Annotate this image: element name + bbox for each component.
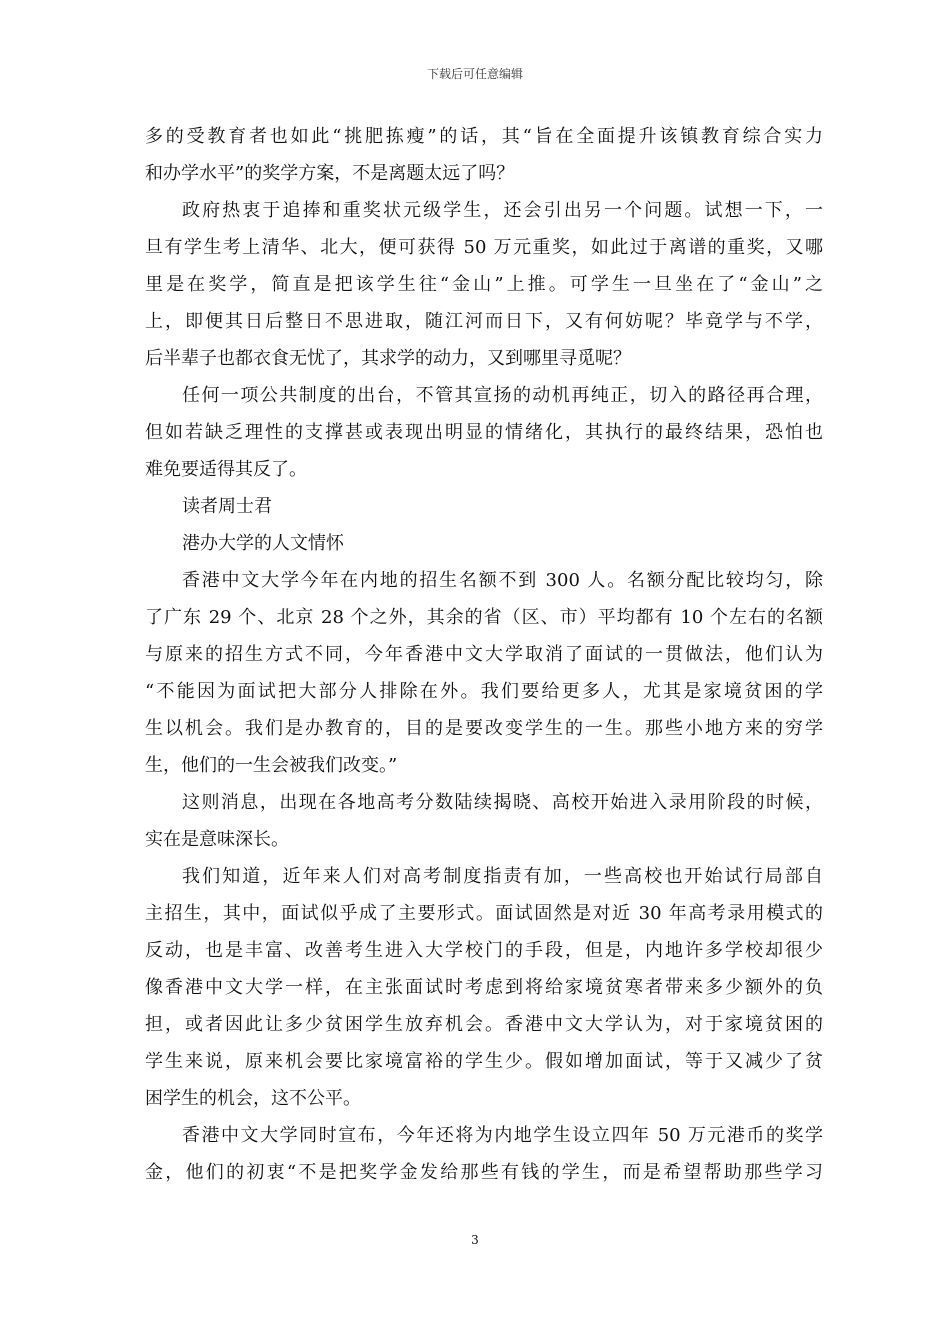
text-line: 香港中文大学同时宣布，今年还将为内地学生设立四年 50 万元港币的奖学	[182, 1125, 823, 1146]
text-line: 反动，也是丰富、改善考生进入大学校门的手段，但是，内地许多学校却很少	[145, 940, 823, 961]
text-line: “不能因为面试把大部分人排除在外。我们要给更多人，尤其是家境贫困的学	[145, 681, 823, 702]
text-line: 我们知道，近年来人们对高考制度指责有加，一些高校也开始试行局部自	[182, 866, 823, 887]
text-line: 这则消息，出现在各地高考分数陆续揭晓、高校开始进入录用阶段的时候，	[182, 792, 823, 813]
text-line: 生以机会。我们是办教育的，目的是要改变学生的一生。那些小地方来的穷学	[145, 718, 823, 739]
text-line: 里是在奖学，简直是把该学生往“金山”上推。可学生一旦坐在了“金山”之	[145, 274, 823, 295]
text-line: 后半辈子也都衣食无忧了，其求学的动力，又到哪里寻觅呢？	[145, 348, 631, 369]
text-line: 但如若缺乏理性的支撑甚或表现出明显的情绪化，其执行的最终结果，恐怕也	[145, 422, 823, 443]
text-line: 了广东 29 个、北京 28 个之外，其余的省（区、市）平均都有 10 个左右的名额	[145, 607, 823, 628]
document-body	[145, 118, 823, 1191]
text-line: 上，即便其日后整日不思进取，随江河而日下，又有何妨呢？毕竟学与不学，	[145, 311, 823, 332]
text-line: 像香港中文大学一样，在主张面试时考虑到将给家境贫寒者带来多少额外的负	[145, 977, 823, 998]
page-header: 下载后可任意编辑	[426, 67, 523, 81]
text-line: 难免要适得其反了。	[145, 459, 307, 480]
text-line: 港办大学的人文情怀	[182, 533, 344, 554]
text-line: 担，或者因此让多少贫困学生放弃机会。香港中文大学认为，对于家境贫困的	[145, 1014, 823, 1035]
text-line: 读者周士君	[182, 496, 272, 517]
text-line: 多的受教育者也如此“挑肥拣瘦”的话，其“旨在全面提升该镇教育综合实力	[145, 126, 823, 147]
text-line: 旦有学生考上清华、北大，便可获得 50 万元重奖，如此过于离谱的重奖，又哪	[145, 237, 823, 258]
text-line: 实在是意味深长。	[145, 829, 289, 850]
text-line: 生，他们的一生会被我们改变。”	[145, 755, 398, 776]
text-line: 困学生的机会，这不公平。	[145, 1088, 361, 1109]
text-line: 主招生，其中，面试似乎成了主要形式。面试固然是对近 30 年高考录用模式的	[145, 903, 823, 924]
text-line: 和办学水平”的奖学方案，不是离题太远了吗？	[145, 163, 515, 184]
text-line: 任何一项公共制度的出台，不管其宣扬的动机再纯正，切入的路径再合理，	[182, 385, 823, 406]
text-line: 金，他们的初衷“不是把奖学金发给那些有钱的学生，而是希望帮助那些学习	[145, 1162, 823, 1183]
text-line: 政府热衷于追捧和重奖状元级学生，还会引出另一个问题。试想一下，一	[182, 200, 823, 221]
text-line: 学生来说，原来机会要比家境富裕的学生少。假如增加面试，等于又减少了贫	[145, 1051, 823, 1072]
text-line: 香港中文大学今年在内地的招生名额不到 300 人。名额分配比较均匀，除	[182, 570, 823, 591]
text-line: 与原来的招生方式不同，今年香港中文大学取消了面试的一贯做法，他们认为	[145, 644, 823, 665]
page-number: 3	[471, 1233, 479, 1247]
